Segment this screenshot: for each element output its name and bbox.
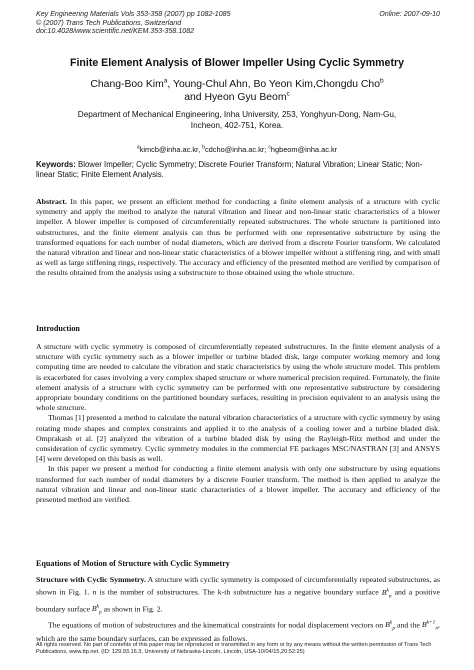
math-sup: k	[96, 603, 100, 610]
math-symbol: B	[381, 587, 387, 597]
email-b: cdcho@inha.ac.kr;	[204, 145, 269, 154]
author-3: and Hyeon Gyu Beom	[184, 91, 287, 103]
author-2-sup: b	[379, 77, 384, 85]
intro-paragraph-1: A structure with cyclic symmetry is composed of circumferentially repeated substructures. In the finite element analysis of a structure with cyclic symmetry such as a blower impeller or turbine bladed disk, large computer working memory and long computing time are needed to calculate the vibration and static characteristics by using the whole structure model. This problem is exacerbated for cases involving a very complex shaped structure or where numerical precision required. Fortunately, the finite element analysis of a structure with cyclic symmetry can be performed with one representative substructure by considering appropriate boundary conditions on the partitioned boundary surfaces, resulting in precision equivalent to an analysis using the whole structure.	[36, 342, 440, 413]
eq-paragraph-1	[36, 575, 440, 618]
intro-paragraph-2: Thomas [1] presented a method to calculate the natural vibration characteristics of a structure with cyclic symmetry by using rotating mode shapes and complex constraints and applied it to the analysis of a cooling tower and a turbine bladed disk. Omprakash et al. [2] analyzed the vibration of a turbine bladed disk by using the Rayleigh-Ritz method and under the consideration of cyclic symmetry. Cyclic symmetry modules in the commercial FE packages MSC/NASTRAN [3] and ANSYS [4] were developed on this basis as well.	[36, 413, 440, 464]
math-bk1n	[421, 619, 439, 633]
math-sub: n	[388, 593, 392, 600]
author-emails	[20, 145, 454, 154]
eq-text: The equations of motion of substructures and the kinematical constraints for nodal displacement vectors on	[48, 620, 386, 630]
email-c-sup: c	[268, 144, 271, 151]
math-symbol: B	[421, 620, 427, 630]
math-sub: p	[392, 626, 396, 633]
math-bkp	[91, 603, 102, 616]
math-bkp-2	[385, 619, 396, 633]
math-symbol: B	[385, 620, 390, 630]
section-heading-introduction: Introduction	[36, 324, 80, 333]
eq-text: and the	[395, 620, 422, 630]
online-date: Online: 2007-09-10	[379, 10, 440, 18]
intro-paragraph-3: In this paper we present a method for conducting a finite element analysis with only one substructure by using equations transformed for each number of nodal diameters by a discrete Fourier transform. The method is then applied to analyze the natural vibration and linear and non-linear static characteristics of a blower impeller. The accuracy and efficiency of the presented method are verified.	[36, 464, 440, 505]
section-heading-equations: Equations of Motion of Structure with Cyclic Symmetry	[36, 559, 230, 568]
keywords-text: Blower Impeller; Cyclic Symmetry; Discrete Fourier Transform; Natural Vibration; Linear Static; Non-linear Static; Finite Element Analysis.	[36, 160, 423, 180]
email-a: kimcb@inha.ac.kr,	[139, 145, 203, 154]
journal-citation: Key Engineering Materials Vols 353-358 (2007) pp 1082-1085	[36, 10, 231, 18]
email-a-sup: a	[136, 144, 140, 151]
abstract-label: Abstract.	[36, 197, 67, 206]
doi-line: doi:10.4028/www.scientific.net/KEM.353-358.1082	[36, 27, 195, 36]
math-sub: n	[435, 626, 439, 633]
journal-header	[36, 10, 440, 36]
copyright-line: © (2007) Trans Tech Publications, Switzerland	[36, 18, 182, 27]
eq-text: , which are the same boundary surfaces, can be expressed as follows.	[36, 620, 440, 644]
eq-text: A structure with cyclic symmetry is composed of circumferentially repeated substructures, as shown in Fig. 1.	[36, 575, 440, 597]
copyright-footer: All rights reserved. No part of contents of this paper may be reproduced or transmitted in any form or by any means without the written permission of Trans Tech Publications, www.ttp.net. (ID: 129.93.16.3, University of Nebraska-Lincoln, Lincoln, USA-10/04/15,20:52:25)	[36, 642, 432, 655]
abstract-text: In this paper, we present an efficient method for conducting a finite element analysis of a structure with cyclic symmetry and apply the method to analyze the natural vibration and linear and non-linear static characteristics of a blower impeller. A blower impeller is composed of circumferentially repeated substructures. The whole structure is partitioned into substructures, and the finite element analysis can thus be performed with one representative substructure by using the transformed equations for each number of nodal diameters, which are derived from a discrete Fourier transform. We calculated the natural vibration and linear and non-linear static characteristics of a blower impeller without a stiffening ring, and with small as well as large stiffening rings, respectively. The accuracy and efficiency of the presented method are verified by comparison of the results obtained from the analysis using a substructure to those obtained using the whole structure.	[36, 197, 440, 278]
keywords-label: Keywords:	[36, 160, 76, 169]
author-1-sup: a	[163, 77, 168, 85]
email-b-sup: b	[202, 144, 205, 151]
introduction-body	[36, 342, 440, 505]
abstract	[36, 197, 440, 279]
math-symbol: B	[91, 604, 97, 614]
author-2: Young-Chul Ahn, Bo Yeon Kim,Chongdu Cho	[172, 79, 380, 90]
math-sub: p	[99, 609, 102, 616]
math-sup: k	[386, 587, 389, 594]
math-n: n	[92, 587, 97, 597]
author-list: Chang-Boo Kim$^a$, Young-Chul Ahn, Bo Yeon Kim,Chongdu Cho$^b$ and Hyeon Gyu Beom$^c$	[90, 77, 384, 103]
affiliation-line-1: Department of Mechanical Engineering, Inha University, 253, Yonghyun-Dong, Nam-Gu,	[77, 110, 397, 119]
affiliation	[20, 110, 454, 131]
author-3-sup: c	[286, 90, 290, 98]
author-1: Chang-Boo Kim	[90, 79, 164, 90]
subsection-label: Structure with Cyclic Symmetry.	[36, 575, 146, 584]
eq-text: as shown in Fig. 2.	[101, 604, 163, 614]
paper-title: Finite Element Analysis of Blower Impeller Using Cyclic Symmetry	[69, 57, 404, 69]
keywords	[36, 160, 440, 180]
eq-text: is the number of substructures. The k-th substructure has a negative boundary surface	[96, 587, 382, 597]
math-sup: k+1	[426, 619, 436, 626]
eq-paragraph-2	[36, 618, 440, 645]
math-sup: k	[389, 619, 393, 626]
math-bkn	[381, 587, 392, 600]
email-c: hgbeom@inha.ac.kr	[270, 145, 338, 154]
equations-body	[36, 575, 440, 644]
affiliation-line-2: Incheon, 402-751, Korea.	[190, 120, 284, 130]
eq-text: and a positive boundary surface	[36, 587, 440, 614]
